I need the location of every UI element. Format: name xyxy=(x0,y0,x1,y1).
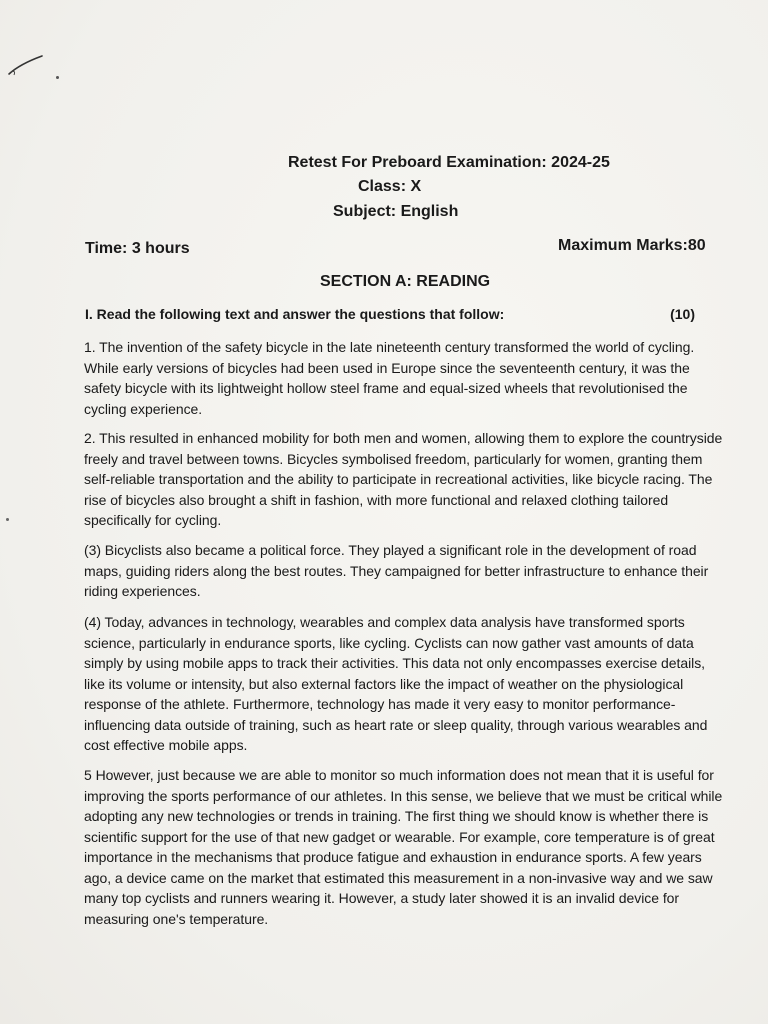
passage-paragraph: (3) Bicyclists also became a political force. They played a significant role in the development of road maps, guiding riders along the best routes. They campaigned for better infrastructure to enhance their riding experiences. xyxy=(84,542,709,599)
exam-subject: Subject: English xyxy=(333,203,459,220)
passage-paragraph: (4) Today, advances in technology, wearables and complex data analysis have transformed sports science, particularly in endurance sports, like cycling. Cyclists can now gather vast amounts of data simply by using mobile apps to track their activities. This data not only encompasses exercise details, like its volume or intensity, but also external factors like the impact of weather on the physiological response of the athlete. Furthermore, technology has made it very easy to monitor performance-influencing data outside of training, such as heart rate or sleep quality, through various wearables and cost effective mobile apps. xyxy=(84,614,708,753)
pen-stroke-mark xyxy=(6,50,46,80)
exam-class: Class: X xyxy=(358,178,422,195)
exam-max-marks: Maximum Marks:80 xyxy=(558,237,706,254)
question-instruction xyxy=(85,306,695,322)
passage-paragraph: 5 However, just because we are able to monitor so much information does not mean that it is useful for improving the sports performance of our athletes. In this sense, we believe that we must be critical while adopting any new technologies or trends in training. The first thing we should know is whether there is scientific support for the use of that new gadget or wearable. For example, core temperature is of great importance in the mechanisms that produce fatigue and exhaustion in endurance sports. A few years ago, a device came on the market that estimated this measurement in a non-invasive way and we saw many top cyclists and runners wearing it. However, a study later showed it is an invalid device for measuring one's temperature. xyxy=(84,767,723,927)
passage-paragraph: 2. This resulted in enhanced mobility for both men and women, allowing them to explore the countryside freely and travel between towns. Bicycles symbolised freedom, particularly for women, granting them self-reliable transportation and the ability to participate in recreational activities, like bicycle racing. The rise of bicycles also brought a shift in fashion, with more functional and relaxed clothing tailored specifically for cycling. xyxy=(84,430,723,528)
passage-paragraph: 1. The invention of the safety bicycle in the late nineteenth century transformed the world of cycling. While early versions of bicycles had been used in Europe since the seventeenth century, it was the safety bicycle with its lightweight hollow steel frame and equal-sized wheels that revolutionised the cycling experience. xyxy=(84,339,695,417)
exam-title: Retest For Preboard Examination: 2024-25 xyxy=(288,154,610,171)
question-label: I. Read the following text and answer the questions that follow: xyxy=(85,306,505,322)
ink-dot xyxy=(6,518,9,521)
exam-time: Time: 3 hours xyxy=(85,240,190,257)
ink-dot xyxy=(56,76,59,79)
section-heading: SECTION A: READING xyxy=(320,273,491,290)
question-marks: (10) xyxy=(670,306,695,322)
